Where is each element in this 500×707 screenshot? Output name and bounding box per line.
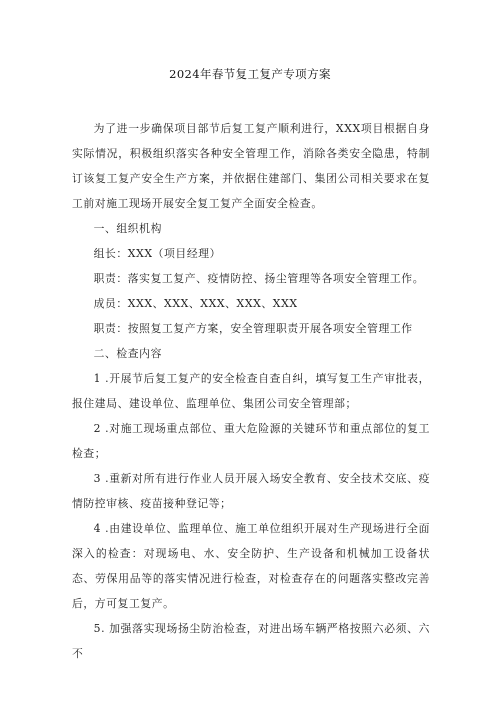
members-line: 成员：XXX、XXX、XXX、XXX、XXX <box>93 297 298 310</box>
inspection-item-4: 4 .由建设单位、监理单位、施工单位组织开展对生产现场进行全面深入的检查：对现场电、水、安全防护、生产设备和机械加工设备状态、劳保用品等的落实情况进行检查，对检查存在的问题落实整改完善后，方可复工复产。 <box>72 522 430 610</box>
inspection-item-3: 3 .重新对所有进行作业人员开展入场安全教育、安全技术交底、疫情防控审核、疫苗接种登记等； <box>72 472 430 510</box>
document-title: 2024年春节复工复产专项方案 <box>169 67 331 81</box>
leader-duty-line: 职责：落实复工复产、疫情防控、扬尘管理等各项安全管理工作。 <box>93 272 425 285</box>
inspection-item-2: 2 .对施工现场重点部位、重大危险源的关键环节和重点部位的复工检查； <box>72 422 430 460</box>
members-duty-line: 职责：按照复工复产方案，安全管理职责开展各项安全管理工作 <box>93 322 413 335</box>
team-leader-line: 组长：XXX（项目经理） <box>93 247 222 260</box>
inspection-item-5: 5. 加强落实现场扬尘防治检查，对进出场车辆严格按照六必须、六不 <box>72 622 430 660</box>
intro-paragraph: 为了进一步确保项目部节后复工复产顺利进行，XXX项目根据自身实际情况，积极组织落实各种安全管理工作，消除各类安全隐患，特制订该复工复产安全生产方案，并依据住建部门、集团公司相关要求在复工前对施工现场开展安全复工复产全面安全检查。 <box>72 122 430 210</box>
section-heading-inspection: 二、检查内容 <box>93 347 162 360</box>
document-body <box>72 116 430 666</box>
section-heading-organization: 一、组织机构 <box>93 222 162 235</box>
inspection-item-1: 1 .开展节后复工复产的安全检查自查自纠，填写复工生产审批表，报住建局、建设单位、监理单位、集团公司安全管理部； <box>72 372 430 410</box>
